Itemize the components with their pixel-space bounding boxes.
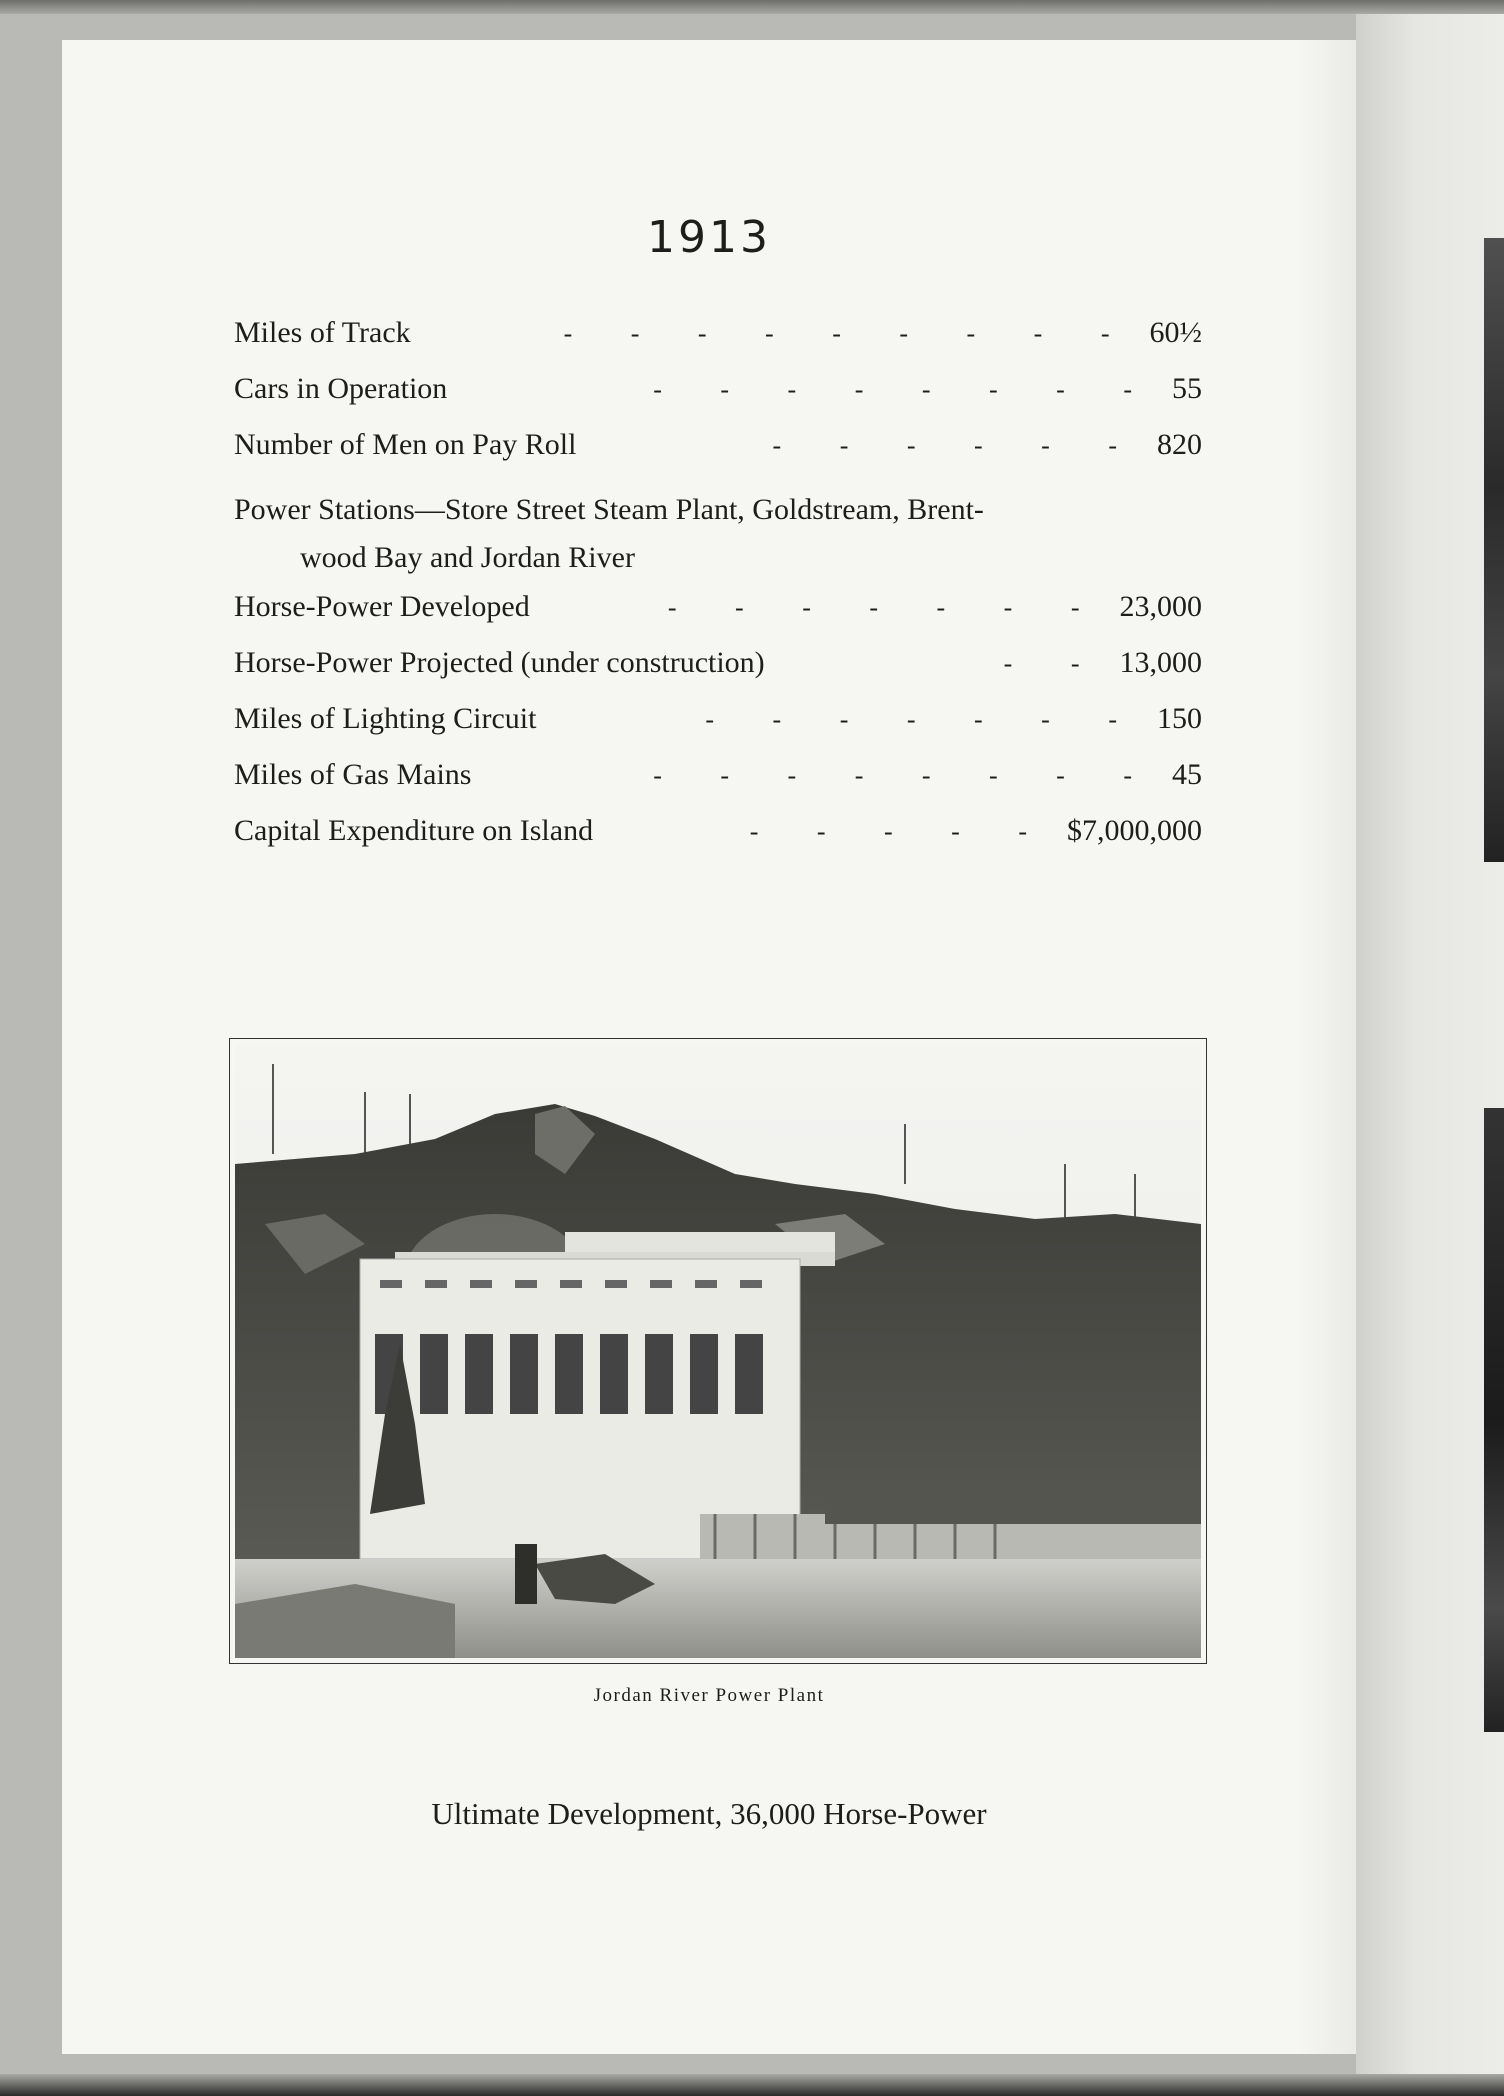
stat-row — [234, 372, 1202, 428]
adjacent-page-photo — [1484, 238, 1504, 862]
stat-label: Cars in Operation — [234, 372, 448, 405]
leader-dots: - - - - - - - — [705, 705, 1143, 734]
stat-row — [234, 702, 1202, 758]
stat-label: Number of Men on Pay Roll — [234, 428, 577, 461]
stat-row — [234, 814, 1202, 870]
leader-dots: - - - - - - - - - — [563, 319, 1136, 348]
stat-label: Miles of Track — [234, 316, 411, 349]
stat-value: $7,000,000 — [1067, 814, 1202, 847]
stat-label: Miles of Lighting Circuit — [234, 702, 537, 735]
stat-value: 820 — [1157, 428, 1202, 461]
stat-value: 60½ — [1149, 316, 1202, 349]
stat-label: Capital Expenditure on Island — [234, 814, 594, 847]
stat-row — [234, 590, 1202, 646]
stat-label: Horse-Power Projected (under construction) — [234, 646, 765, 679]
book-gutter — [1356, 14, 1504, 2074]
scan-bottom-edge — [0, 2074, 1504, 2096]
footer-note: Ultimate Development, 36,000 Horse-Power — [431, 1796, 987, 1831]
leader-dots: - - - - - — [749, 817, 1053, 846]
leader-dots: - - - - - - - — [667, 593, 1106, 622]
photo-caption: Jordan River Power Plant — [593, 1685, 825, 1706]
leader-dots: - - - - - - - - — [653, 375, 1158, 404]
stat-value: 13,000 — [1119, 646, 1202, 679]
stat-row — [234, 428, 1202, 484]
leader-dots: - - — [1003, 649, 1106, 678]
power-stations-line-1: Power Stations—Store Street Steam Plant, Goldstream, Brent- — [234, 493, 984, 526]
power-plant-illustration — [235, 1044, 1201, 1658]
stat-value: 55 — [1172, 372, 1202, 405]
stat-row — [234, 758, 1202, 814]
stat-label: Horse-Power Developed — [234, 590, 530, 623]
page-title-year: 1913 — [647, 212, 771, 263]
power-stations-line-2: wood Bay and Jordan River — [300, 541, 635, 574]
adjacent-page-photo — [1484, 1108, 1504, 1732]
stat-value: 45 — [1172, 758, 1202, 791]
leader-dots: - - - - - - - - — [653, 761, 1158, 790]
stat-value: 150 — [1157, 702, 1202, 735]
scan-top-edge — [0, 0, 1504, 14]
stat-row — [234, 316, 1202, 372]
power-plant-photo — [229, 1038, 1207, 1664]
leader-dots: - - - - - - — [772, 431, 1143, 460]
power-stations-entry — [234, 486, 1202, 582]
stat-value: 23,000 — [1119, 590, 1202, 623]
stat-row — [234, 646, 1202, 702]
stat-label: Miles of Gas Mains — [234, 758, 472, 791]
statistics-list — [234, 316, 1202, 870]
